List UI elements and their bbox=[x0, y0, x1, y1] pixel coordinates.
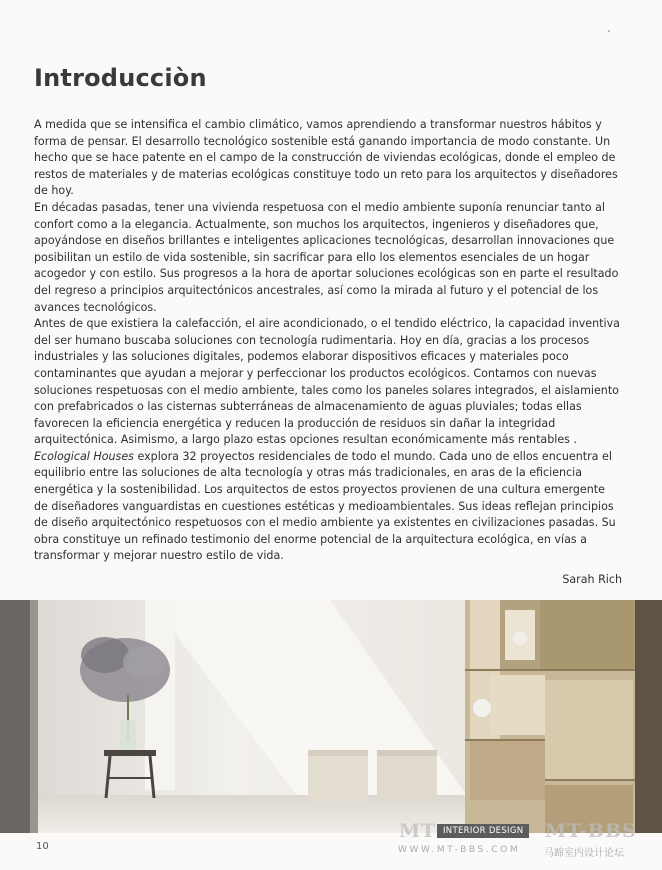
paragraph-4-text: explora 32 proyectos residenciales de todo el mundo. Cada uno de ellos encuentra el equilibrio entre las soluciones de alta tecnología y otras más tradicionales, en aras de la eficiencia energética y la sostenibilidad. Los arquitectos de estos proyectos provienen de una cultura emergente de diseñadores vanguardistas en cuestiones estéticas y medioambientales. Sus ideas reflejan principios de diseño arquitectónico respetuosos con el medio ambiente ya existentes en civilizaciones pasadas. Su obra constituye un refinado testimonio del enorme potencial de la arquitectura ecológica, en vías a transformar y mejorar nuestro estilo de vida. bbox=[34, 449, 616, 563]
body-text bbox=[34, 117, 620, 565]
paragraph-2: En décadas pasadas, tener una vivienda respetuosa con el medio ambiente suponía renunciar tanto al confort como a la elegancia. Actualmente, son muchos los arquitectos, ingenieros y diseñadores que, apoyándose en diseños brillantes e inteligentes aplicaciones tecnológicas, desarrollan innovaciones que posibilitan un estilo de vida sostenible, sin sacrificar para ello los elementos esenciales de un hogar acogedor y con estilo. Sus progresos a la hora de aportar soluciones ecológicas son en parte el resultado del regreso a principios arquitectónicos ancestrales, así como la mirada al futuro y el potencial de los avances tecnológicos. bbox=[34, 200, 619, 314]
paragraph-3: Antes de que existiera la calefacción, el aire acondicionado, o el tendido eléctrico, la capacidad inventiva del ser humano buscaba soluciones con tecnología rudimentaria. Hoy en día, gracias a los procesos industriales y las soluciones digitales, podemos elaborar dispositivos eficaces y materiales poco contaminantes que ayudan a mejorar y perfeccionar los productos ecológicos. Contamos con nuevas soluciones respetuosas con el medio ambiente, tales como los paneles solares integrados, el aislamiento con prefabricados o las cisternas subterráneas de almacenamiento de aguas pluviales; todas ellas favorecen la eficiencia energética y reducen la producción de residuos sin dañar la integridad arquitectónica. Asimismo, a largo plazo estas opciones resultan económicamente más rentables . bbox=[34, 317, 620, 447]
interior-illustration bbox=[0, 600, 662, 833]
page-title: Introducciòn bbox=[34, 64, 207, 92]
interior-photo bbox=[0, 600, 662, 833]
watermark-logo-right: MT-BBS bbox=[545, 820, 637, 842]
corner-mark bbox=[608, 30, 610, 32]
book-title: Ecological Houses bbox=[34, 449, 134, 463]
watermark-logo: MT bbox=[399, 820, 437, 842]
watermark-badge: INTERIOR DESIGN bbox=[437, 824, 529, 838]
watermark-url: WWW.MT-BBS.COM bbox=[398, 845, 521, 855]
paragraph-4 bbox=[34, 449, 620, 565]
paragraph-1: A medida que se intensifica el cambio climático, vamos aprendiendo a transformar nuestros hábitos y forma de pensar. El desarrollo tecnológico sostenible está ganando importancia de modo constante. Un hecho que se hace patente en el campo de la construcción de viviendas ecológicas, donde el empleo de restos de materiales y de materias ecológicas constituye todo un reto para los arquitectos y diseñadores de hoy. bbox=[34, 118, 618, 198]
page-number: 10 bbox=[36, 841, 49, 852]
watermark-chinese: 马蹄室内设计论坛 bbox=[544, 848, 624, 859]
author-signature: Sarah Rich bbox=[562, 573, 622, 586]
